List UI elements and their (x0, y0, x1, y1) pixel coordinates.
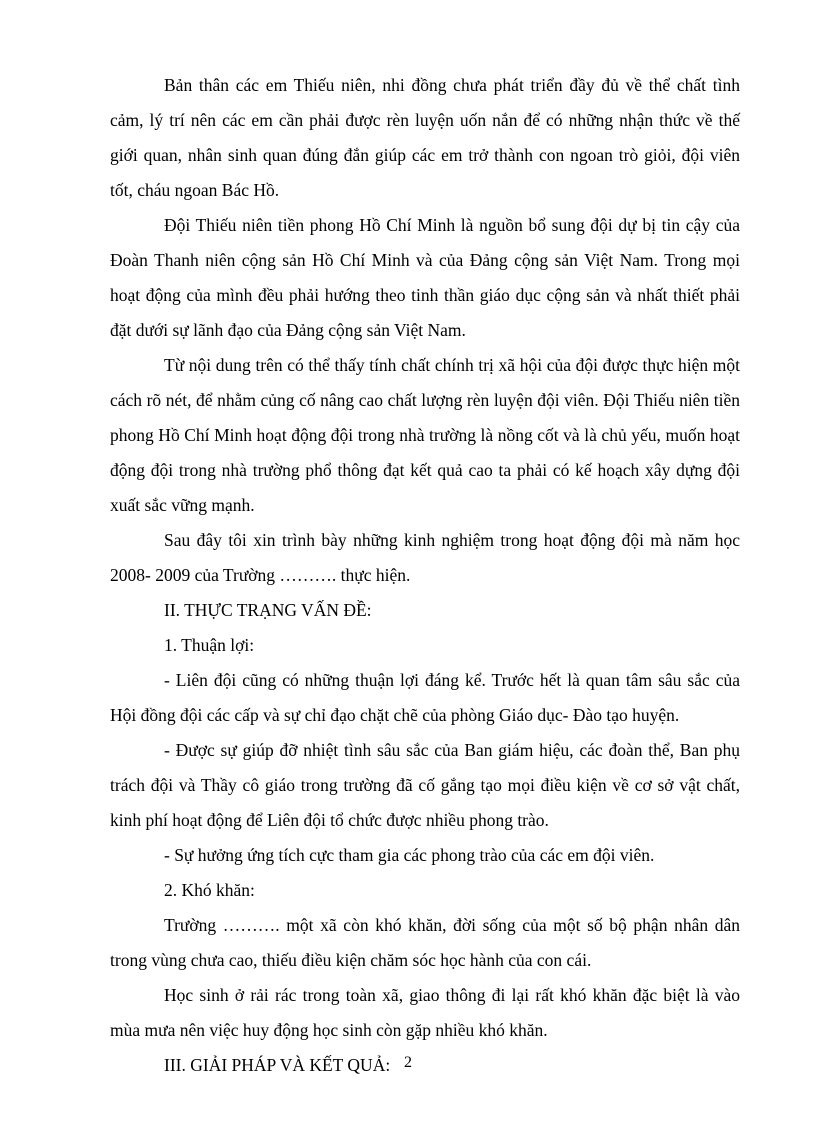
paragraph: Từ nội dung trên có thể thấy tính chất chính trị xã hội của đội được thực hiện một cách rõ nét, để nhằm củng cố nâng cao chất lượng rèn luyện đội viên. Đội Thiếu niên tiền phong Hồ Chí Minh hoạt động đội trong nhà trường là nồng cốt và là chủ yếu, muốn hoạt động đội trong nhà trường phổ thông đạt kết quả cao ta phải có kế hoạch xây dựng đội xuất sắc vững mạnh. (110, 355, 740, 515)
paragraph: - Sự hưởng ứng tích cực tham gia các phong trào của các em đội viên. (164, 845, 655, 865)
paragraph: Trường ………. một xã còn khó khăn, đời sống của một số bộ phận nhân dân trong vùng chưa cao, thiếu điều kiện chăm sóc học hành của con cái. (110, 915, 740, 970)
paragraph: Đội Thiếu niên tiền phong Hồ Chí Minh là nguồn bổ sung đội dự bị tin cậy của Đoàn Thanh niên cộng sản Hồ Chí Minh và của Đảng cộng sản Việt Nam. Trong mọi hoạt động của mình đều phải hướng theo tinh thần giáo dục cộng sản và nhất thiết phải đặt dưới sự lãnh đạo của Đảng cộng sản Việt Nam. (110, 215, 740, 340)
paragraph: Sau đây tôi xin trình bày những kinh nghiệm trong hoạt động đội mà năm học 2008- 2009 của Trường ………. thực hiện. (110, 530, 740, 585)
paragraph: - Được sự giúp đỡ nhiệt tình sâu sắc của Ban giám hiệu, các đoàn thể, Ban phụ trách đội và Thầy cô giáo trong trường đã cố gắng tạo mọi điều kiện về cơ sở vật chất, kinh phí hoạt động để Liên đội tổ chức được nhiều phong trào. (110, 740, 740, 830)
paragraph: Bản thân các em Thiếu niên, nhi đồng chưa phát triển đầy đủ về thể chất tình cảm, lý trí nên các em cần phải được rèn luyện uốn nắn để có những nhận thức về thế giới quan, nhân sinh quan đúng đắn giúp các em trở thành con ngoan trò giỏi, đội viên tốt, cháu ngoan Bác Hồ. (110, 75, 740, 200)
subheading-kho-khan: 2. Khó khăn: (164, 880, 255, 900)
subheading-thuan-loi: 1. Thuận lợi: (164, 635, 255, 655)
paragraph: - Liên đội cũng có những thuận lợi đáng kể. Trước hết là quan tâm sâu sắc của Hội đồng đội các cấp và sự chỉ đạo chặt chẽ của phòng Giáo dục- Đào tạo huyện. (110, 670, 740, 725)
paragraph: Học sinh ở rải rác trong toàn xã, giao thông đi lại rất khó khăn đặc biệt là vào mùa mưa nên việc huy động học sinh còn gặp nhiều khó khăn. (110, 985, 740, 1040)
page-body (110, 68, 740, 1083)
section-heading-thuc-trang: II. THỰC TRẠNG VẤN ĐỀ: (164, 600, 372, 620)
page-number: 2 (404, 1054, 412, 1071)
section-heading-giai-phap: III. GIẢI PHÁP VÀ KẾT QUẢ: (164, 1055, 391, 1075)
